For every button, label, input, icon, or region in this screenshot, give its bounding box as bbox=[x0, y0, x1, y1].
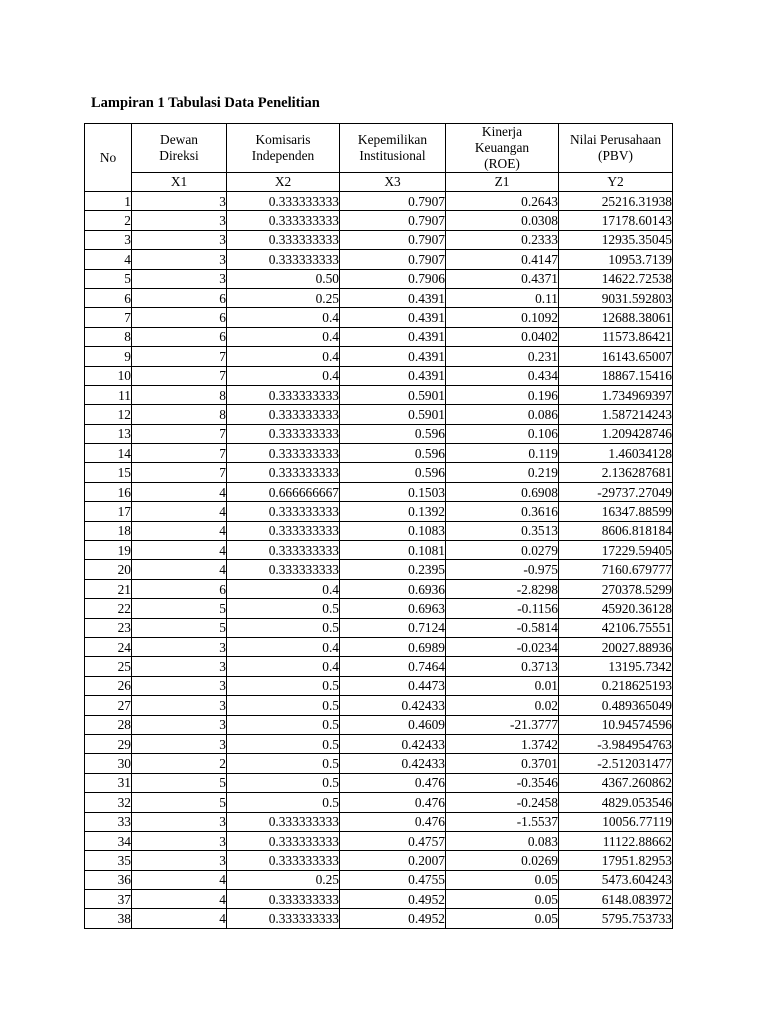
cell-x1: 5 bbox=[132, 618, 227, 637]
cell-x2: 0.333333333 bbox=[227, 444, 340, 463]
cell-x3: 0.1392 bbox=[340, 502, 446, 521]
cell-y2: 18867.15416 bbox=[559, 366, 673, 385]
table-row bbox=[85, 831, 673, 850]
cell-x1: 4 bbox=[132, 502, 227, 521]
header-komisaris-independen bbox=[227, 124, 340, 173]
table-row bbox=[85, 676, 673, 695]
cell-x3: 0.4952 bbox=[340, 890, 446, 909]
table-row bbox=[85, 541, 673, 560]
cell-x2: 0.4 bbox=[227, 637, 340, 656]
cell-y2: 17229.59405 bbox=[559, 541, 673, 560]
cell-x2: 0.4 bbox=[227, 327, 340, 346]
header-komisaris-line2: Independen bbox=[251, 148, 315, 163]
cell-x1: 7 bbox=[132, 444, 227, 463]
table-row bbox=[85, 696, 673, 715]
cell-x3: 0.7124 bbox=[340, 618, 446, 637]
cell-no: 5 bbox=[85, 269, 132, 288]
cell-no: 18 bbox=[85, 521, 132, 540]
cell-no: 19 bbox=[85, 541, 132, 560]
cell-y2: -3.984954763 bbox=[559, 734, 673, 753]
cell-y2: 8606.818184 bbox=[559, 521, 673, 540]
header-nilai-perusahaan bbox=[559, 124, 673, 173]
cell-no: 23 bbox=[85, 618, 132, 637]
cell-x1: 4 bbox=[132, 870, 227, 889]
cell-z1: 0.2333 bbox=[446, 230, 559, 249]
table-row bbox=[85, 230, 673, 249]
table-row bbox=[85, 347, 673, 366]
header-kinerja-line1: Kinerja bbox=[481, 124, 523, 139]
cell-z1: 0.0402 bbox=[446, 327, 559, 346]
cell-x3: 0.4391 bbox=[340, 327, 446, 346]
cell-x1: 4 bbox=[132, 521, 227, 540]
cell-x2: 0.666666667 bbox=[227, 482, 340, 501]
cell-z1: 0.3701 bbox=[446, 754, 559, 773]
cell-no: 26 bbox=[85, 676, 132, 695]
table-row bbox=[85, 308, 673, 327]
cell-z1: 0.05 bbox=[446, 890, 559, 909]
cell-x1: 6 bbox=[132, 308, 227, 327]
table-row bbox=[85, 327, 673, 346]
header-nilai-line1: Nilai Perusahaan bbox=[569, 132, 662, 147]
cell-no: 33 bbox=[85, 812, 132, 831]
table-row bbox=[85, 773, 673, 792]
cell-no: 15 bbox=[85, 463, 132, 482]
cell-x1: 6 bbox=[132, 327, 227, 346]
cell-x2: 0.4 bbox=[227, 579, 340, 598]
table-row bbox=[85, 579, 673, 598]
table-row bbox=[85, 444, 673, 463]
header-dewan-direksi bbox=[132, 124, 227, 173]
cell-no: 36 bbox=[85, 870, 132, 889]
cell-z1: -21.3777 bbox=[446, 715, 559, 734]
cell-x3: 0.5901 bbox=[340, 385, 446, 404]
header-kinerja-line2: Keuangan bbox=[474, 140, 530, 155]
cell-y2: 270378.5299 bbox=[559, 579, 673, 598]
cell-x3: 0.1083 bbox=[340, 521, 446, 540]
cell-y2: 12688.38061 bbox=[559, 308, 673, 327]
cell-x2: 0.333333333 bbox=[227, 812, 340, 831]
cell-x1: 5 bbox=[132, 599, 227, 618]
cell-x3: 0.476 bbox=[340, 812, 446, 831]
cell-z1: -0.3546 bbox=[446, 773, 559, 792]
cell-z1: -0.975 bbox=[446, 560, 559, 579]
cell-z1: 0.0269 bbox=[446, 851, 559, 870]
cell-x1: 3 bbox=[132, 715, 227, 734]
cell-x2: 0.333333333 bbox=[227, 560, 340, 579]
header-kinerja-keuangan bbox=[446, 124, 559, 173]
table-row bbox=[85, 521, 673, 540]
header-row bbox=[85, 124, 673, 173]
cell-x3: 0.4473 bbox=[340, 676, 446, 695]
header-nilai-line2: (PBV) bbox=[598, 148, 633, 163]
table-row bbox=[85, 754, 673, 773]
cell-x3: 0.42433 bbox=[340, 734, 446, 753]
cell-no: 27 bbox=[85, 696, 132, 715]
cell-y2: 10953.7139 bbox=[559, 250, 673, 269]
cell-no: 17 bbox=[85, 502, 132, 521]
cell-x3: 0.7907 bbox=[340, 250, 446, 269]
cell-y2: 1.587214243 bbox=[559, 405, 673, 424]
table-row bbox=[85, 599, 673, 618]
cell-y2: 0.218625193 bbox=[559, 676, 673, 695]
cell-x3: 0.596 bbox=[340, 424, 446, 443]
cell-y2: 7160.679777 bbox=[559, 560, 673, 579]
cell-x1: 4 bbox=[132, 890, 227, 909]
table-row bbox=[85, 269, 673, 288]
cell-y2: 16347.88599 bbox=[559, 502, 673, 521]
cell-y2: 25216.31938 bbox=[559, 192, 673, 211]
cell-x1: 4 bbox=[132, 482, 227, 501]
cell-x1: 3 bbox=[132, 192, 227, 211]
cell-x2: 0.4 bbox=[227, 347, 340, 366]
cell-x1: 8 bbox=[132, 385, 227, 404]
cell-no: 16 bbox=[85, 482, 132, 501]
cell-z1: 0.01 bbox=[446, 676, 559, 695]
cell-no: 29 bbox=[85, 734, 132, 753]
cell-x2: 0.333333333 bbox=[227, 521, 340, 540]
cell-y2: 14622.72538 bbox=[559, 269, 673, 288]
cell-x2: 0.5 bbox=[227, 734, 340, 753]
cell-y2: 11573.86421 bbox=[559, 327, 673, 346]
cell-y2: 5473.604243 bbox=[559, 870, 673, 889]
header-kepemilikan-line2: Institusional bbox=[359, 148, 426, 163]
cell-x2: 0.5 bbox=[227, 715, 340, 734]
cell-y2: 9031.592803 bbox=[559, 288, 673, 307]
cell-x3: 0.4391 bbox=[340, 347, 446, 366]
cell-z1: -0.2458 bbox=[446, 793, 559, 812]
cell-y2: 16143.65007 bbox=[559, 347, 673, 366]
cell-x3: 0.2007 bbox=[340, 851, 446, 870]
cell-x3: 0.596 bbox=[340, 463, 446, 482]
cell-x1: 8 bbox=[132, 405, 227, 424]
cell-no: 9 bbox=[85, 347, 132, 366]
header-kepemilikan-line1: Kepemilikan bbox=[357, 132, 428, 147]
cell-x3: 0.7906 bbox=[340, 269, 446, 288]
cell-no: 10 bbox=[85, 366, 132, 385]
cell-x3: 0.4609 bbox=[340, 715, 446, 734]
header-dewan-line2: Direksi bbox=[159, 148, 199, 163]
cell-x3: 0.42433 bbox=[340, 696, 446, 715]
cell-y2: 5795.753733 bbox=[559, 909, 673, 928]
table-row bbox=[85, 715, 673, 734]
cell-y2: 13195.7342 bbox=[559, 657, 673, 676]
cell-y2: 4829.053546 bbox=[559, 793, 673, 812]
cell-z1: 1.3742 bbox=[446, 734, 559, 753]
header-no bbox=[85, 124, 132, 192]
cell-x1: 3 bbox=[132, 812, 227, 831]
cell-z1: 0.1092 bbox=[446, 308, 559, 327]
cell-no: 38 bbox=[85, 909, 132, 928]
cell-no: 13 bbox=[85, 424, 132, 443]
cell-x1: 4 bbox=[132, 541, 227, 560]
code-x2: X2 bbox=[227, 173, 340, 192]
table-row bbox=[85, 211, 673, 230]
cell-x2: 0.333333333 bbox=[227, 890, 340, 909]
cell-x3: 0.476 bbox=[340, 793, 446, 812]
cell-z1: 0.4371 bbox=[446, 269, 559, 288]
table-row bbox=[85, 890, 673, 909]
data-table bbox=[84, 123, 673, 929]
header-kinerja-line3: (ROE) bbox=[484, 156, 520, 171]
cell-z1: 0.231 bbox=[446, 347, 559, 366]
cell-x3: 0.6963 bbox=[340, 599, 446, 618]
cell-no: 20 bbox=[85, 560, 132, 579]
table-row bbox=[85, 424, 673, 443]
cell-z1: 0.0308 bbox=[446, 211, 559, 230]
cell-x1: 6 bbox=[132, 579, 227, 598]
cell-x1: 3 bbox=[132, 851, 227, 870]
cell-x3: 0.7907 bbox=[340, 211, 446, 230]
cell-x2: 0.25 bbox=[227, 288, 340, 307]
table-row bbox=[85, 560, 673, 579]
cell-x3: 0.6989 bbox=[340, 637, 446, 656]
code-z1: Z1 bbox=[446, 173, 559, 192]
cell-y2: 1.209428746 bbox=[559, 424, 673, 443]
code-x1: X1 bbox=[132, 173, 227, 192]
cell-x2: 0.50 bbox=[227, 269, 340, 288]
code-x3: X3 bbox=[340, 173, 446, 192]
cell-x2: 0.333333333 bbox=[227, 909, 340, 928]
table-row bbox=[85, 385, 673, 404]
header-kepemilikan-institusional bbox=[340, 124, 446, 173]
cell-x3: 0.4391 bbox=[340, 308, 446, 327]
page-title: Lampiran 1 Tabulasi Data Penelitian bbox=[91, 95, 320, 111]
cell-no: 14 bbox=[85, 444, 132, 463]
table-row bbox=[85, 793, 673, 812]
cell-y2: 20027.88936 bbox=[559, 637, 673, 656]
cell-no: 4 bbox=[85, 250, 132, 269]
table-row bbox=[85, 288, 673, 307]
cell-x1: 6 bbox=[132, 288, 227, 307]
cell-no: 30 bbox=[85, 754, 132, 773]
cell-x2: 0.5 bbox=[227, 773, 340, 792]
cell-no: 6 bbox=[85, 288, 132, 307]
cell-x2: 0.25 bbox=[227, 870, 340, 889]
cell-no: 24 bbox=[85, 637, 132, 656]
cell-y2: 45920.36128 bbox=[559, 599, 673, 618]
cell-x3: 0.5901 bbox=[340, 405, 446, 424]
header-no-label: No bbox=[99, 149, 117, 165]
cell-x1: 3 bbox=[132, 831, 227, 850]
cell-x1: 3 bbox=[132, 676, 227, 695]
cell-x1: 3 bbox=[132, 269, 227, 288]
cell-x3: 0.1503 bbox=[340, 482, 446, 501]
cell-no: 2 bbox=[85, 211, 132, 230]
cell-x2: 0.5 bbox=[227, 754, 340, 773]
table-row bbox=[85, 812, 673, 831]
cell-x3: 0.7907 bbox=[340, 230, 446, 249]
cell-x2: 0.333333333 bbox=[227, 211, 340, 230]
table-row bbox=[85, 909, 673, 928]
header-komisaris-line1: Komisaris bbox=[255, 132, 311, 147]
cell-x3: 0.6936 bbox=[340, 579, 446, 598]
cell-z1: -0.5814 bbox=[446, 618, 559, 637]
cell-x1: 4 bbox=[132, 560, 227, 579]
cell-x1: 2 bbox=[132, 754, 227, 773]
table-body bbox=[85, 192, 673, 929]
cell-x3: 0.1081 bbox=[340, 541, 446, 560]
cell-x1: 3 bbox=[132, 657, 227, 676]
cell-x1: 7 bbox=[132, 463, 227, 482]
cell-x3: 0.4391 bbox=[340, 288, 446, 307]
cell-no: 21 bbox=[85, 579, 132, 598]
cell-x1: 3 bbox=[132, 211, 227, 230]
cell-no: 3 bbox=[85, 230, 132, 249]
cell-z1: 0.2643 bbox=[446, 192, 559, 211]
cell-x1: 5 bbox=[132, 793, 227, 812]
cell-z1: 0.0279 bbox=[446, 541, 559, 560]
cell-z1: 0.3713 bbox=[446, 657, 559, 676]
cell-x3: 0.42433 bbox=[340, 754, 446, 773]
cell-no: 1 bbox=[85, 192, 132, 211]
cell-x2: 0.4 bbox=[227, 366, 340, 385]
cell-x2: 0.333333333 bbox=[227, 831, 340, 850]
cell-x1: 3 bbox=[132, 250, 227, 269]
cell-x2: 0.333333333 bbox=[227, 463, 340, 482]
cell-x3: 0.476 bbox=[340, 773, 446, 792]
table-row bbox=[85, 482, 673, 501]
table-row bbox=[85, 637, 673, 656]
cell-y2: 4367.260862 bbox=[559, 773, 673, 792]
cell-no: 32 bbox=[85, 793, 132, 812]
cell-no: 28 bbox=[85, 715, 132, 734]
cell-no: 35 bbox=[85, 851, 132, 870]
cell-y2: 2.136287681 bbox=[559, 463, 673, 482]
cell-x2: 0.333333333 bbox=[227, 502, 340, 521]
cell-no: 8 bbox=[85, 327, 132, 346]
cell-x3: 0.4755 bbox=[340, 870, 446, 889]
cell-z1: 0.6908 bbox=[446, 482, 559, 501]
cell-no: 12 bbox=[85, 405, 132, 424]
cell-x2: 0.5 bbox=[227, 599, 340, 618]
cell-x2: 0.333333333 bbox=[227, 250, 340, 269]
cell-x1: 7 bbox=[132, 424, 227, 443]
cell-z1: 0.4147 bbox=[446, 250, 559, 269]
cell-z1: 0.11 bbox=[446, 288, 559, 307]
table-row bbox=[85, 734, 673, 753]
cell-z1: 0.106 bbox=[446, 424, 559, 443]
cell-x2: 0.333333333 bbox=[227, 405, 340, 424]
cell-y2: -2.512031477 bbox=[559, 754, 673, 773]
cell-z1: 0.05 bbox=[446, 909, 559, 928]
cell-y2: 17951.82953 bbox=[559, 851, 673, 870]
cell-z1: 0.02 bbox=[446, 696, 559, 715]
table-row bbox=[85, 366, 673, 385]
table-row bbox=[85, 192, 673, 211]
cell-z1: -2.8298 bbox=[446, 579, 559, 598]
cell-x1: 3 bbox=[132, 637, 227, 656]
cell-y2: -29737.27049 bbox=[559, 482, 673, 501]
cell-y2: 1.46034128 bbox=[559, 444, 673, 463]
cell-y2: 17178.60143 bbox=[559, 211, 673, 230]
cell-no: 11 bbox=[85, 385, 132, 404]
table-row bbox=[85, 463, 673, 482]
cell-x1: 7 bbox=[132, 366, 227, 385]
cell-x2: 0.4 bbox=[227, 657, 340, 676]
cell-z1: 0.05 bbox=[446, 870, 559, 889]
cell-z1: -1.5537 bbox=[446, 812, 559, 831]
cell-x3: 0.7464 bbox=[340, 657, 446, 676]
cell-x2: 0.333333333 bbox=[227, 230, 340, 249]
cell-no: 34 bbox=[85, 831, 132, 850]
cell-z1: 0.3616 bbox=[446, 502, 559, 521]
cell-x1: 3 bbox=[132, 734, 227, 753]
cell-y2: 12935.35045 bbox=[559, 230, 673, 249]
cell-y2: 6148.083972 bbox=[559, 890, 673, 909]
cell-y2: 10056.77119 bbox=[559, 812, 673, 831]
cell-x2: 0.333333333 bbox=[227, 424, 340, 443]
cell-x2: 0.333333333 bbox=[227, 541, 340, 560]
cell-y2: 0.489365049 bbox=[559, 696, 673, 715]
table-row bbox=[85, 502, 673, 521]
cell-z1: 0.086 bbox=[446, 405, 559, 424]
code-y2: Y2 bbox=[559, 173, 673, 192]
cell-x2: 0.333333333 bbox=[227, 851, 340, 870]
variable-code-row bbox=[85, 173, 673, 192]
cell-no: 25 bbox=[85, 657, 132, 676]
cell-no: 22 bbox=[85, 599, 132, 618]
cell-x3: 0.596 bbox=[340, 444, 446, 463]
cell-x2: 0.5 bbox=[227, 793, 340, 812]
cell-z1: 0.219 bbox=[446, 463, 559, 482]
cell-y2: 10.94574596 bbox=[559, 715, 673, 734]
cell-no: 7 bbox=[85, 308, 132, 327]
cell-x3: 0.4391 bbox=[340, 366, 446, 385]
table-row bbox=[85, 405, 673, 424]
table-row bbox=[85, 851, 673, 870]
cell-x3: 0.4757 bbox=[340, 831, 446, 850]
cell-z1: -0.1156 bbox=[446, 599, 559, 618]
cell-y2: 1.734969397 bbox=[559, 385, 673, 404]
cell-z1: -0.0234 bbox=[446, 637, 559, 656]
cell-z1: 0.434 bbox=[446, 366, 559, 385]
table-row bbox=[85, 250, 673, 269]
cell-x2: 0.4 bbox=[227, 308, 340, 327]
table-row bbox=[85, 618, 673, 637]
cell-x2: 0.333333333 bbox=[227, 385, 340, 404]
cell-z1: 0.3513 bbox=[446, 521, 559, 540]
cell-x2: 0.5 bbox=[227, 676, 340, 695]
cell-x1: 4 bbox=[132, 909, 227, 928]
table-row bbox=[85, 657, 673, 676]
cell-no: 31 bbox=[85, 773, 132, 792]
cell-x2: 0.5 bbox=[227, 696, 340, 715]
header-dewan-line1: Dewan bbox=[160, 132, 198, 147]
cell-x3: 0.7907 bbox=[340, 192, 446, 211]
cell-z1: 0.196 bbox=[446, 385, 559, 404]
cell-x1: 5 bbox=[132, 773, 227, 792]
cell-x3: 0.4952 bbox=[340, 909, 446, 928]
cell-x2: 0.333333333 bbox=[227, 192, 340, 211]
cell-x1: 3 bbox=[132, 696, 227, 715]
cell-x2: 0.5 bbox=[227, 618, 340, 637]
cell-no: 37 bbox=[85, 890, 132, 909]
table-row bbox=[85, 870, 673, 889]
cell-z1: 0.083 bbox=[446, 831, 559, 850]
cell-y2: 11122.88662 bbox=[559, 831, 673, 850]
cell-y2: 42106.75551 bbox=[559, 618, 673, 637]
cell-x1: 3 bbox=[132, 230, 227, 249]
cell-x3: 0.2395 bbox=[340, 560, 446, 579]
cell-x1: 7 bbox=[132, 347, 227, 366]
cell-z1: 0.119 bbox=[446, 444, 559, 463]
